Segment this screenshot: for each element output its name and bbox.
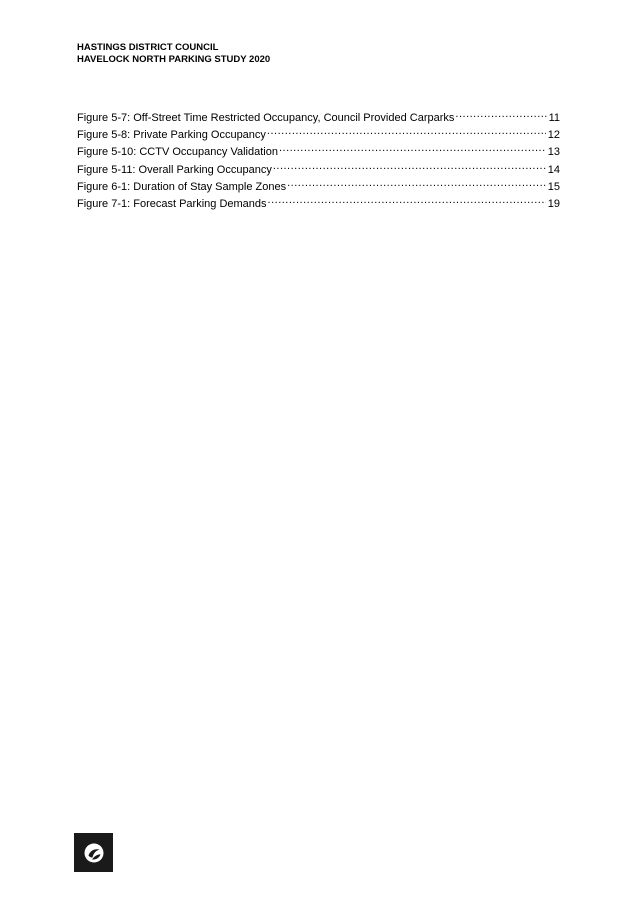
toc-entry[interactable] [77,194,560,211]
toc-dot-leader [455,108,546,121]
toc-entry-label: Figure 5-8: Private Parking Occupancy [77,129,266,142]
toc-entry[interactable] [77,108,560,125]
toc-entry[interactable] [77,160,560,177]
header-organisation: HASTINGS DISTRICT COUNCIL [77,42,219,53]
toc-entry-page: 11 [548,112,560,124]
toc-entry-page: 12 [547,129,560,142]
toc-entry-page: 15 [547,180,560,193]
toc-dot-leader [279,142,546,155]
toc-dot-leader [268,194,546,207]
toc-entry-page: 19 [547,198,560,211]
toc-entry[interactable] [77,125,560,142]
toc-entry[interactable] [77,177,560,194]
toc-entry-label: Figure 5-10: CCTV Occupancy Validation [77,146,278,159]
toc-entry-page: 14 [547,163,560,176]
toc-entry-page: 13 [547,146,560,159]
document-header [77,42,270,66]
toc-entry-label: Figure 6-1: Duration of Stay Sample Zones [77,180,287,193]
toc-entry-label: Figure 5-7: Off-Street Time Restricted Occupancy, Council Provided Carparks [77,112,455,124]
toc-entry-label: Figure 5-11: Overall Parking Occupancy [77,163,272,176]
company-logo-icon [83,842,105,864]
company-logo [74,833,113,872]
toc-dot-leader [273,160,546,173]
list-of-figures [77,108,560,211]
header-document-title: HAVELOCK NORTH PARKING STUDY 2020 [77,54,271,65]
toc-dot-leader [287,177,546,190]
toc-dot-leader [267,125,546,138]
toc-entry[interactable] [77,142,560,159]
toc-entry-label: Figure 7-1: Forecast Parking Demands [77,198,267,211]
